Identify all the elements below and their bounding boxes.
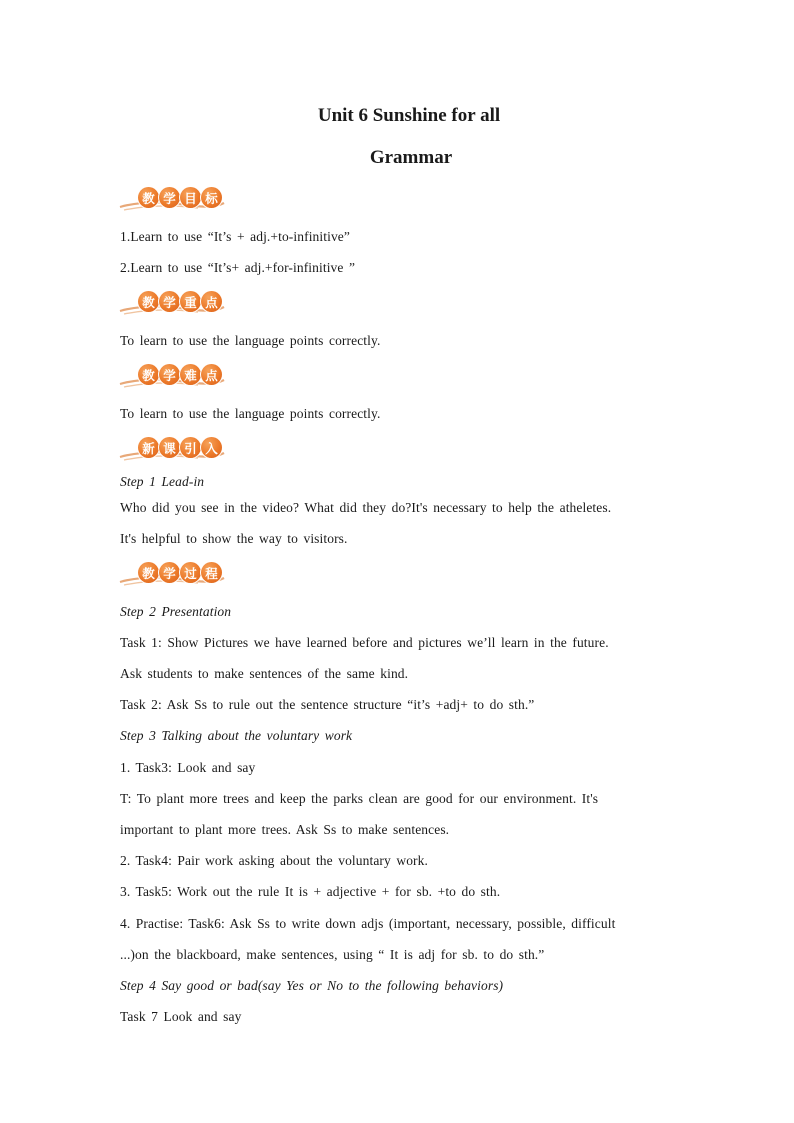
lead-in-line-2: It's helpful to show the way to visitors. xyxy=(120,531,348,546)
task-2-line: Task 2: Ask Ss to rule out the sentence structure “it’s +adj+ to do sth.” xyxy=(120,697,535,712)
badge-char: 标 xyxy=(201,187,222,208)
objective-line-1: 1.Learn to use “It’s + adj.+to-infinitive” xyxy=(120,229,350,244)
task-1-line-2: Ask students to make sentences of the same kind. xyxy=(120,666,409,681)
badge-char: 学 xyxy=(159,562,180,583)
badge-char: 目 xyxy=(180,187,201,208)
item-2-line: 2. Task4: Pair work asking about the voluntary work. xyxy=(120,853,428,868)
step-3-heading: Step 3 Talking about the voluntary work xyxy=(120,728,353,743)
badge-char: 点 xyxy=(201,291,222,312)
page-subtitle: Grammar xyxy=(369,147,453,168)
badge-key-points xyxy=(118,291,226,315)
task-1-line-1: Task 1: Show Pictures we have learned before and pictures we’ll learn in the future. xyxy=(120,635,609,650)
badge-char: 难 xyxy=(180,364,201,385)
item-4-line-1: 4. Practise: Task6: Ask Ss to write down adjs (important, necessary, possible, difficult xyxy=(120,916,616,931)
badge-char: 重 xyxy=(180,291,201,312)
step-2-heading: Step 2 Presentation xyxy=(120,604,232,619)
badge-char: 教 xyxy=(138,187,159,208)
teacher-line-2: important to plant more trees. Ask Ss to make sentences. xyxy=(120,822,450,837)
item-4-line-2: ...)on the blackboard, make sentences, using “ It is adj for sb. to do sth.” xyxy=(120,947,545,962)
item-1-line: 1. Task3: Look and say xyxy=(120,760,256,775)
badge-process xyxy=(118,562,226,586)
step-1-heading: Step 1 Lead-in xyxy=(120,474,205,489)
objective-line-2: 2.Learn to use “It’s+ adj.+for-infinitive ” xyxy=(120,260,356,275)
difficulties-line: To learn to use the language points correctly. xyxy=(120,406,381,421)
badge-char: 课 xyxy=(159,437,180,458)
page-title: Unit 6 Sunshine for all xyxy=(317,105,501,126)
item-3-line: 3. Task5: Work out the rule It is + adjective + for sb. +to do sth. xyxy=(120,884,501,899)
badge-char: 过 xyxy=(180,562,201,583)
badge-char: 学 xyxy=(159,364,180,385)
badge-char: 学 xyxy=(159,291,180,312)
badge-lead-in xyxy=(118,437,226,461)
badge-char: 学 xyxy=(159,187,180,208)
badge-objectives xyxy=(118,187,226,211)
badge-char: 点 xyxy=(201,364,222,385)
key-points-line: To learn to use the language points correctly. xyxy=(120,333,381,348)
badge-char: 程 xyxy=(201,562,222,583)
badge-char: 入 xyxy=(201,437,222,458)
badge-difficulties xyxy=(118,364,226,388)
step-4-heading: Step 4 Say good or bad(say Yes or No to the following behaviors) xyxy=(120,978,504,993)
badge-char: 新 xyxy=(138,437,159,458)
task-7-line: Task 7 Look and say xyxy=(120,1009,242,1024)
badge-char: 引 xyxy=(180,437,201,458)
badge-char: 教 xyxy=(138,364,159,385)
badge-char: 教 xyxy=(138,562,159,583)
teacher-line-1: T: To plant more trees and keep the parks clean are good for our environment. It's xyxy=(120,791,599,806)
badge-char: 教 xyxy=(138,291,159,312)
lead-in-line-1: Who did you see in the video? What did they do?It's necessary to help the atheletes. xyxy=(120,500,612,515)
